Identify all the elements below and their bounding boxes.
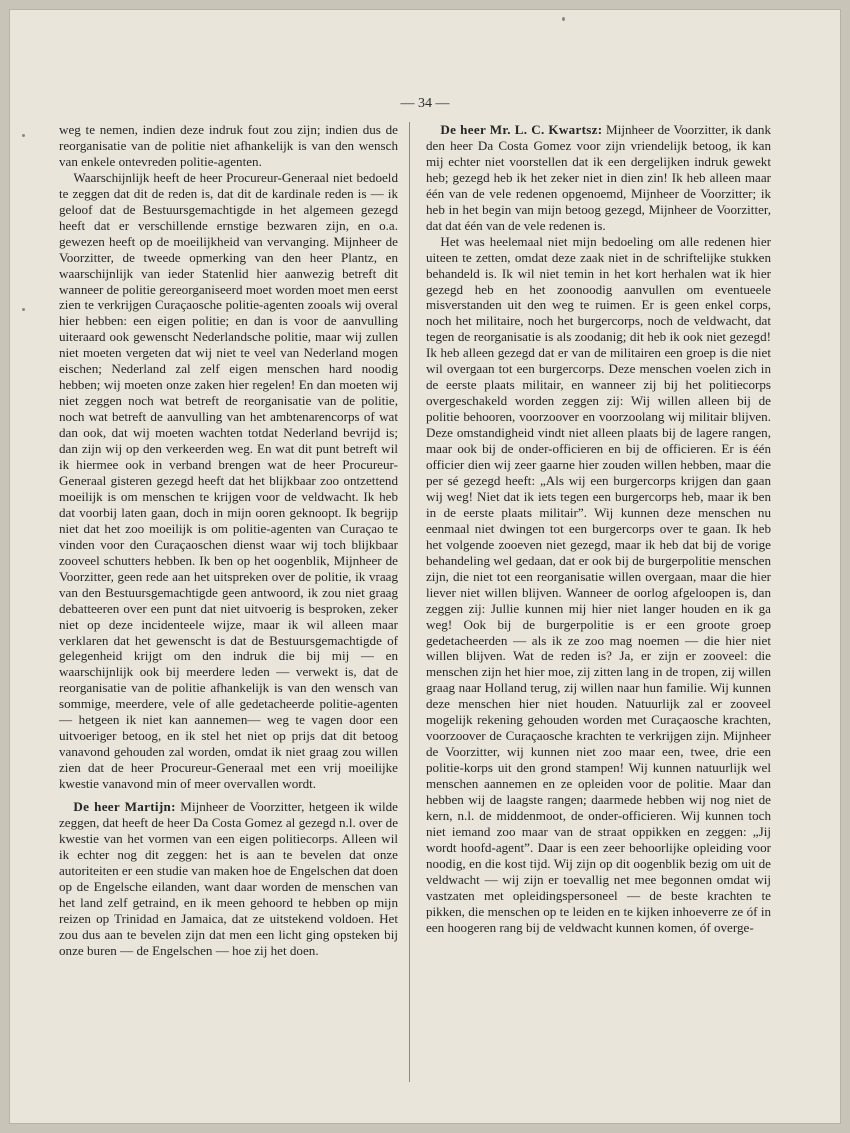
paragraph: Het was heelemaal niet mijn bedoeling om alle redenen hier uiteen te zetten, omdat deze zaak niet in de schriftelijke stukken behandeld is. Ik wil niet temin in het kort herhalen wat ik hier gezegd heb en het zoonoodig aanvullen om eventueele misverstanden uit den weg te ruimen. Er is geen enkel corps, noch het militaire, noch het burgercorps, noch de veldwacht, dat tegen de reorganisatie is als zoodanig; dit heb ik ook niet gezegd! Ik heb alleen gezegd dat er van de militairen een groep is die niet wil overgaan tot een burgercorps. Deze menschen voelen zich in de eerste plaats militair, en wanneer zij bij het politiecorps overgeschakeld worden zeggen zij: Wij willen alleen bij de politie behooren, voorzoover en voorzoolang wij militair blijven. Deze omstandigheid vindt niet alleen plaats bij de lagere rangen, maar ook bij de onder-officieren en bij de officieren. Er is één officier dien wij zeer gaarne hier zouden willen hebben, maar die per sé gezegd heeft: „Als wij een burgercorps krijgen dan gaan wij weg! Niet dat ik iets tegen een burgercorps heb, maar ik ben in de eerste plaats militair”. Wij kunnen deze menschen nu eenmaal niet dwingen tot een burgercorps over te gaan. Ik heb het volgende zooeven niet gezegd, maar ik heb dat bij de vorige behandeling wel gedaan, dat er ook bij de burgerpolitie menschen zijn, die niet tot een reorganisatie willen overgaan, maar die hier liever niet willen blijven. Wanneer de oorlog afgeloopen is, dan zeggen zij: Jullie kunnen mij hier niet langer houden en ik ga weg! Ook bij de burgerpolitie is er een groote groep gedetacheerden — als ik ze zoo mag noemen — die hier niet willen blijven. Wat de reden is? Ja, er zijn er zooveel: die menschen zijn het hier moe, zij zitten lang in de tropen, zij willen graag naar Holland terug, zij willen naar hun familie. Wij kunnen deze menschen hier niet houden. Natuurlijk zal er zooveel mogelijk rekening gehouden worden met Curaçaosche krachten, voorzoover de Curaçaosche krachten te verkrijgen zijn. Mijnheer de Voorzitter, wij kunnen niet zoo maar een, twee, drie een politie-korps uit den grond stampen! Wij kunnen natuurlijk wel menschen aannemen en ze opleiden voor de politie. Maar dan hebben wij de laagste rangen; daarmede hebben wij nog niet de kern, n.l. de middenmoot, de onder-officieren. Wij kunnen toch niet iemand zoo maar van de straat oppikken en zeggen: „Jij wordt hoofd-agent”. Daar is een zeer behoorlijke opleiding voor noodig, en die kost tijd. Wij zijn op dit oogenblik bezig om uit de veldwacht — wij zijn er toevallig net mee begonnen omdat wij vastzaten met opleidingspersoneel — de beste krachten te pikken, die menschen op te leiden en te kijken inhoeverre ze óf in een hoogeren rang bij de veldwacht kunnen komen, óf overge-: [426, 233, 771, 935]
speech-paragraph: [59, 799, 398, 959]
column-divider: [409, 122, 410, 1082]
speech-text: Mijnheer de Voorzitter, ik dank den heer Da Costa Gomez voor zijn vriendelijk betoog, ik kan mij echter niet voorstellen dat ik een dergelijken indruk gewekt heb; gezegd heb ik het zeker niet in dien zin! Ik heb alleen maar één van de vele redenen opgenoemd, Mijnheer de Voorzitter; ik heb in het begin van mijn betoog gezegd, Mijnheer de Voorzitter, dat dat één van de vele redenen is.: [426, 122, 771, 233]
left-column: [59, 122, 398, 1082]
ink-speck: [22, 308, 25, 311]
paragraph: weg te nemen, indien deze indruk fout zou zijn; indien dus de reorganisatie van de politie niet afhankelijk is van den wensch van enkele ontevreden politie-agenten.: [59, 122, 398, 169]
speaker-name: De heer Martijn:: [73, 799, 176, 815]
ink-speck: [22, 134, 25, 137]
document-page: [10, 10, 840, 1123]
speech-text: Mijnheer de Voorzitter, hetgeen ik wilde zeggen, dat heeft de heer Da Costa Gomez al gezegd n.l. over de kwestie van het vormen van een eigen politiecorps. Alleen wil ik echter nog dit zeggen: het is aan te bevelen dat onze autoriteiten er een studie van maken hoe de Engelschen dat doen op de Engelsche eilanden, want daar worden de menschen van het land zelf getraind, en ik meen gehoord te hebben op mijn reizen op Trinidad en Jamaica, dat ze uitstekend voldoen. Het zou dus aan te bevelen zijn dat men een licht ging opsteken bij onze buren — de Engelschen — hoe zij het doen.: [59, 799, 398, 958]
speaker-name: De heer Mr. L. C. Kwartsz:: [440, 122, 603, 137]
page-number: — 34 —: [400, 96, 450, 111]
speech-paragraph: [426, 122, 771, 234]
paragraph: Waarschijnlijk heeft de heer Procureur-Generaal niet bedoeld te zeggen dat dit de reden is, dat dit de kardinale reden is — ik geloof dat de Bestuursgemachtigde in het algemeen gezegd heeft dat er verschillende ernstige bezwaren zijn, en o.a. gewezen heeft op de moeilijkheid van vervanging. Mijnheer de Voorzitter, de tweede opmerking van den heer Plantz, en waarschijnlijk van ieder Statenlid hier aanwezig betreft dit wanneer de politie gereorganiseerd moet worden moet men eerst zien te verkrijgen Curaçaosche politie-agenten zooals wij overal hier hebben: een eigen politie; en dan is voor de aanvulling uiteraard ook gewenscht Nederlandsche politie, maar wij zullen niet moeten vergeten dat wij niet te veel van Nederland mogen eischen; Nederland zal zelf eigen menschen hard noodig hebben; wij moeten onze zaken hier regelen! En dan moeten wij niet zeggen noch wat betreft de reorganisatie van de politie, noch wat betreft de aanvulling van het ambtenarencorps of wat dan ook, dat wij moeten wachten totdat Nederland bevrijd is; dan zijn wij op den verkeerden weg. En wat dit punt betreft wil ik hiermee ook in verband brengen wat de heer Procureur-Generaal gisteren gezegd heeft dat het blijkbaar zoo ontzettend moeilijk is om menschen te krijgen voor de veldwacht. Ik heb dat voorbij laten gaan, doch in mijn ooren geknoopt. Ik begrijp niet dat het zoo moeilijk is om politie-agenten van Curaçao te vinden voor den Curaçaoschen dienst waar wij toch blijkbaar zooveel schutters hebben. Ik ben op het oogenblik, Mijnheer de Voorzitter, geen rede aan het uitspreken over de politie, ik vraag van den Bestuursgemachtigde geen antwoord, ik zou niet graag debatteeren over een punt dat niet uitvoerig is besproken, zeker niet op deze incidenteele wijze, maar ik wil alleen maar verklaren dat het gewenscht is dat de Bestuursgemachtigde of gelegenheid krijgt om den indruk die bij mij — en waarschijnlijk ook bij meerdere leden — verwekt is, dat de reorganisatie van de politie afhankelijk is van den wensch van sommige, meerdere, vele of alle gedetacheerde politie-agenten — hetgeen ik niet kan aannemen— weg te vagen door een uitvoeriger betoog, en ik stel het niet op prijs dat dit betoog vanavond gehouden zal worden, omdat ik niet graag zou willen zien dat de heer Procureur-Generaal met een vrij moeilijke kwestie vanavond min of meer overvallen wordt.: [59, 169, 398, 792]
right-column: [426, 122, 771, 1082]
ink-speck: [562, 17, 565, 21]
